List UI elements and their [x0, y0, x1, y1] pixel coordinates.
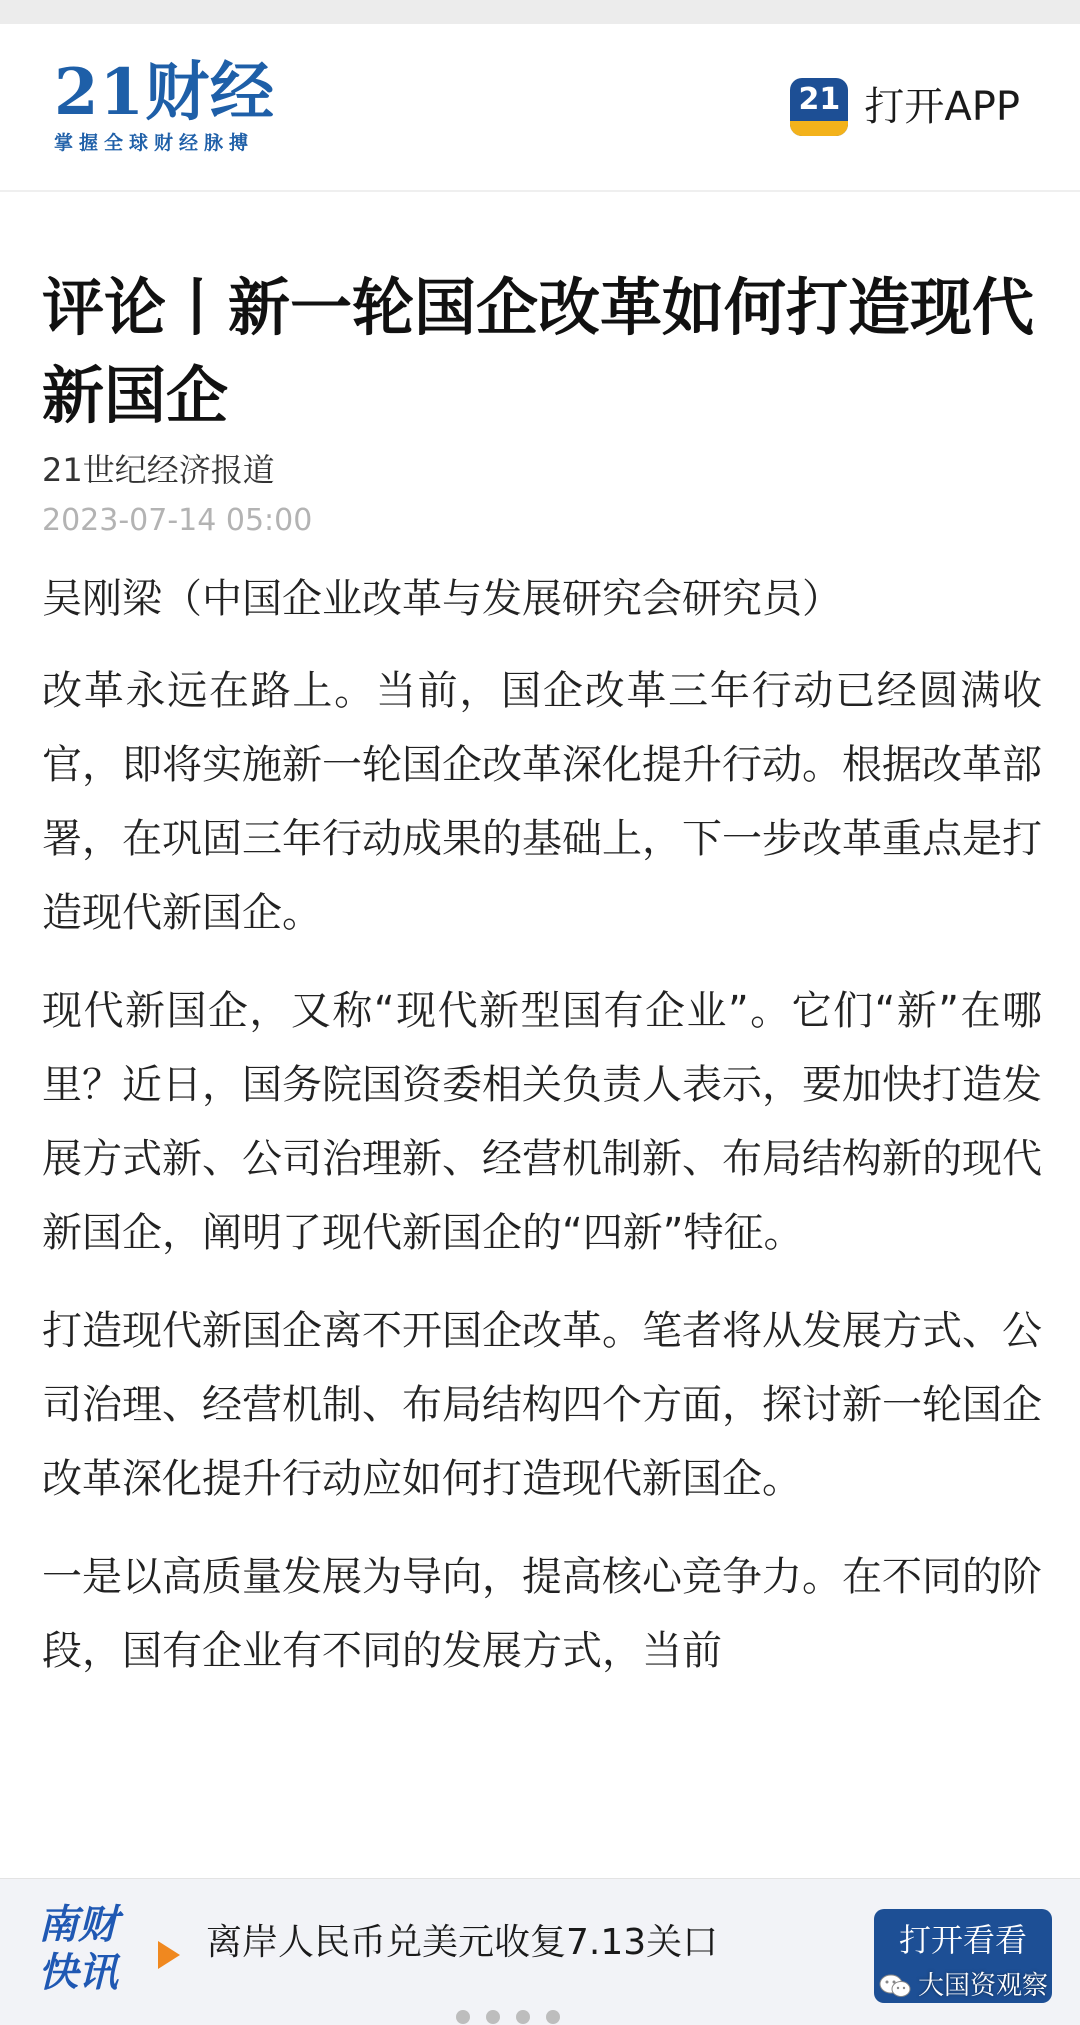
article-title: 评论丨新一轮国企改革如何打造现代新国企 — [42, 271, 1035, 432]
article-paragraph: 现代新国企，又称“现代新型国有企业”。它们“新”在哪里？近日，国务院国资委相关负责人表示，要加快打造发展方式新、公司治理新、经营机制新、布局结构新的现代新国企，阐明了现代新国企的“四新”特征。 — [42, 988, 1042, 1256]
news-flash-logo — [38, 1901, 138, 1997]
pagination-dots — [456, 2010, 576, 2024]
logo-wordmark: 21财经 — [54, 55, 276, 130]
app-badge-stripe — [790, 121, 848, 136]
pagination-dot[interactable] — [546, 2010, 560, 2024]
pagination-dot[interactable] — [516, 2010, 530, 2024]
wechat-watermark — [878, 1969, 1048, 2003]
article-source[interactable]: 21世纪经济报道 — [42, 451, 275, 489]
logo-tagline: 掌握全球财经脉搏 — [54, 132, 255, 154]
wechat-icon — [878, 1973, 912, 1999]
article-date: 2023-07-14 05:00 — [42, 503, 313, 538]
site-header — [0, 24, 1080, 192]
open-app-button[interactable] — [790, 78, 1020, 136]
pagination-dot[interactable] — [486, 2010, 500, 2024]
article-body — [42, 264, 1042, 1688]
article-paragraph: 改革永远在路上。当前，国企改革三年行动已经圆满收官，即将实施新一轮国企改革深化提升行动。根据改革部署，在巩固三年行动成果的基础上，下一步改革重点是打造现代新国企。 — [42, 668, 1042, 936]
news-flash-logo-line2: 快讯 — [38, 1950, 118, 1996]
app-badge-number: 21 — [798, 82, 841, 117]
open-and-view-button[interactable]: 打开看看 — [874, 1909, 1052, 2003]
site-logo[interactable] — [54, 55, 276, 156]
app-logo-icon — [790, 78, 848, 136]
watermark-text: 大国资观察 — [918, 1971, 1049, 2001]
open-app-label: 打开APP — [864, 84, 1020, 130]
article-author: 吴刚梁（中国企业改革与发展研究会研究员） — [42, 576, 842, 622]
article-paragraph: 打造现代新国企离不开国企改革。笔者将从发展方式、公司治理、经营机制、布局结构四个方面，探讨新一轮国企改革深化提升行动应如何打造现代新国企。 — [42, 1308, 1042, 1502]
article-page — [0, 24, 1080, 2025]
news-flash-banner[interactable] — [0, 1878, 1080, 2025]
news-flash-headline[interactable]: 离岸人民币兑美元收复7.13关口 — [206, 1922, 719, 1963]
play-icon — [158, 1941, 180, 1969]
article-paragraph: 一是以高质量发展为导向，提高核心竞争力。在不同的阶段，国有企业有不同的发展方式，当前 — [42, 1554, 1042, 1674]
pagination-dot[interactable] — [456, 2010, 470, 2024]
news-flash-logo-line1: 南财 — [38, 1902, 118, 1948]
